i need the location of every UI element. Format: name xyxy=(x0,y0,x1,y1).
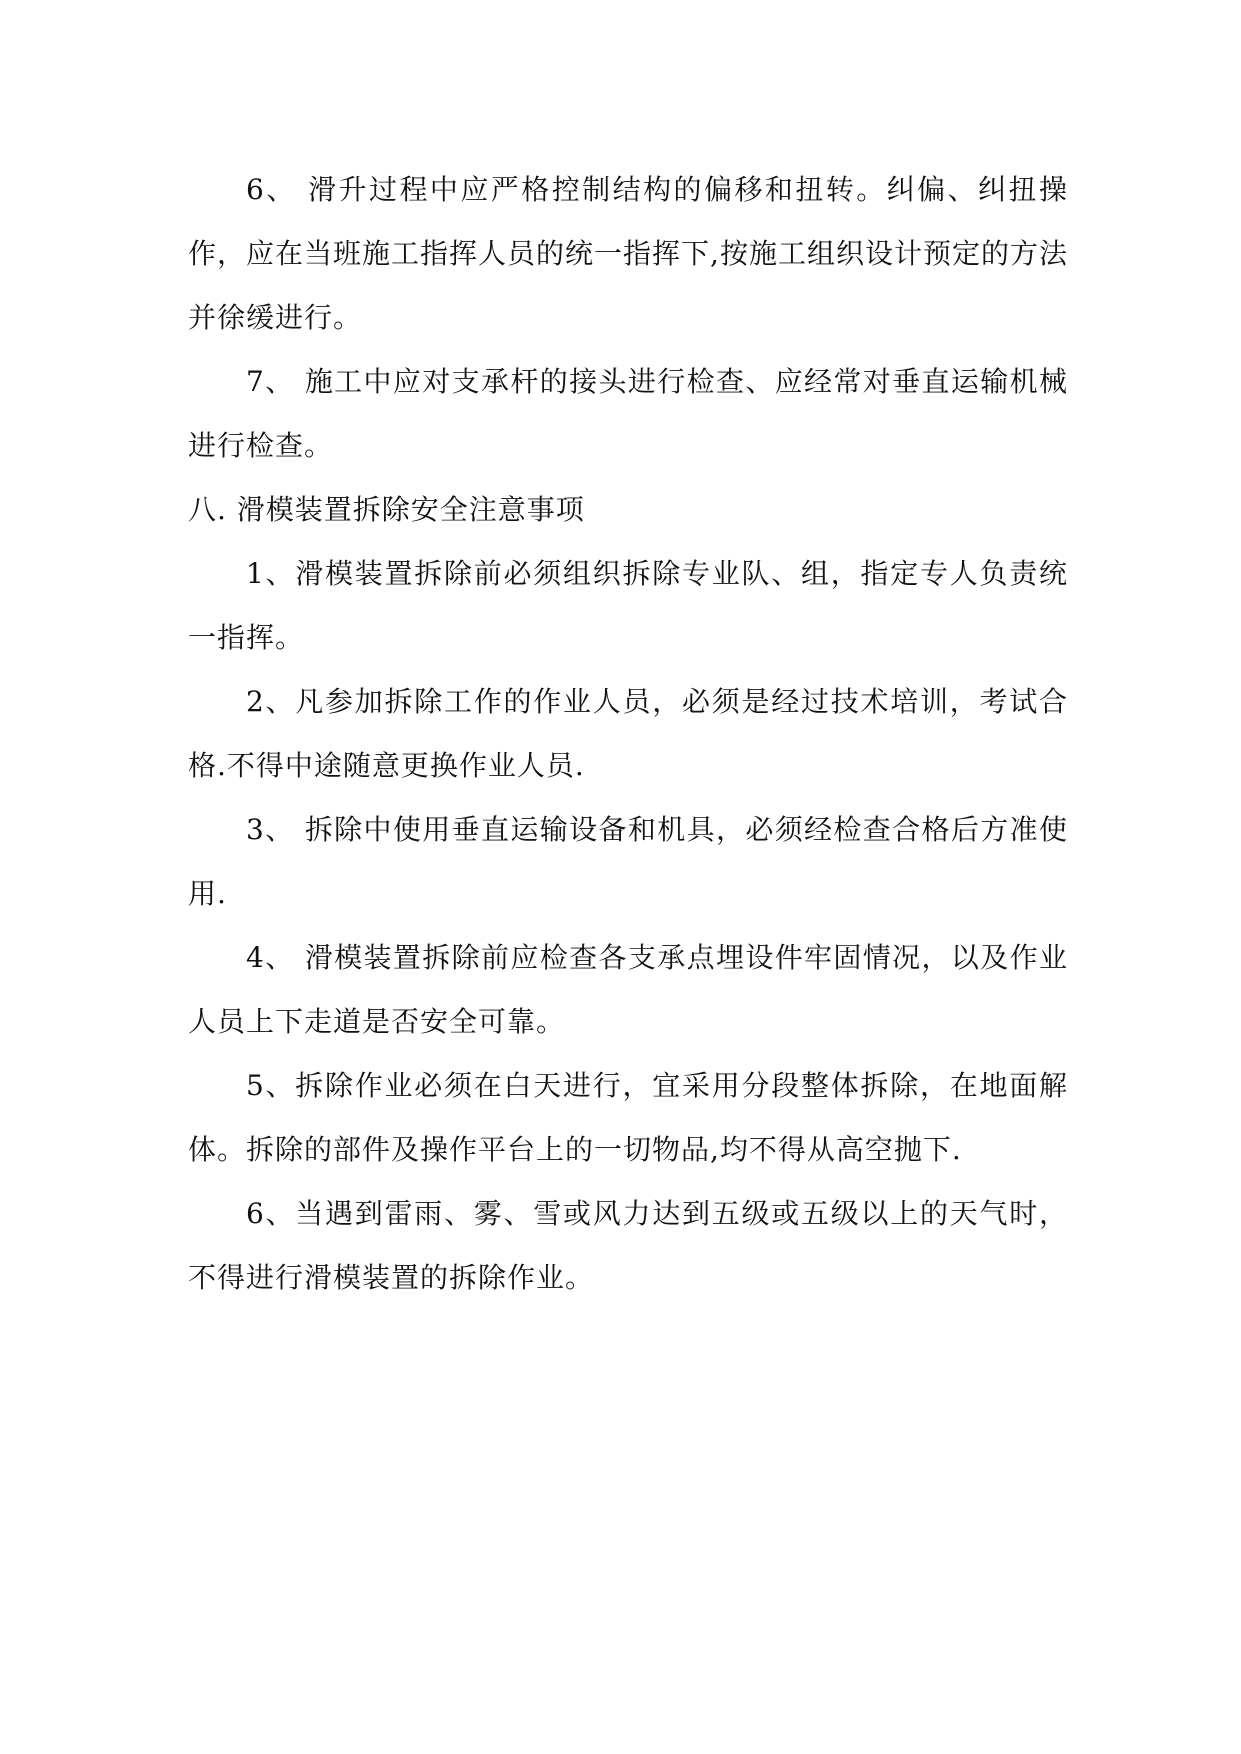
paragraph-item-7-support-rod: 7、 施工中应对支承杆的接头进行检查、应经常对垂直运输机械进行检查。 xyxy=(188,365,1068,462)
document-body xyxy=(188,158,1068,1310)
paragraph-item-1-dismantle: 1、滑模装置拆除前必须组织拆除专业队、组，指定专人负责统一指挥。 xyxy=(188,557,1068,654)
paragraph-item-3-equipment: 3、 拆除中使用垂直运输设备和机具，必须经检查合格后方准使用. xyxy=(188,813,1068,910)
paragraph-item-2-personnel: 2、凡参加拆除工作的作业人员，必须是经过技术培训，考试合格.不得中途随意更换作业人员. xyxy=(188,685,1068,782)
paragraph-item-6-weather: 6、当遇到雷雨、雾、雪或风力达到五级或五级以上的天气时，不得进行滑模装置的拆除作业。 xyxy=(188,1197,1068,1294)
paragraph-item-6-slip: 6、 滑升过程中应严格控制结构的偏移和扭转。纠偏、纠扭操作，应在当班施工指挥人员的统一指挥下,按施工组织设计预定的方法并徐缓进行。 xyxy=(188,173,1068,334)
section-heading: 八. 滑模装置拆除安全注意事项 xyxy=(188,493,585,526)
paragraph-item-4-inspection: 4、 滑模装置拆除前应检查各支承点埋设件牢固情况，以及作业人员上下走道是否安全可靠。 xyxy=(188,941,1068,1038)
paragraph-item-5-daytime: 5、拆除作业必须在白天进行，宜采用分段整体拆除，在地面解体。拆除的部件及操作平台上的一切物品,均不得从高空抛下. xyxy=(188,1069,1068,1166)
